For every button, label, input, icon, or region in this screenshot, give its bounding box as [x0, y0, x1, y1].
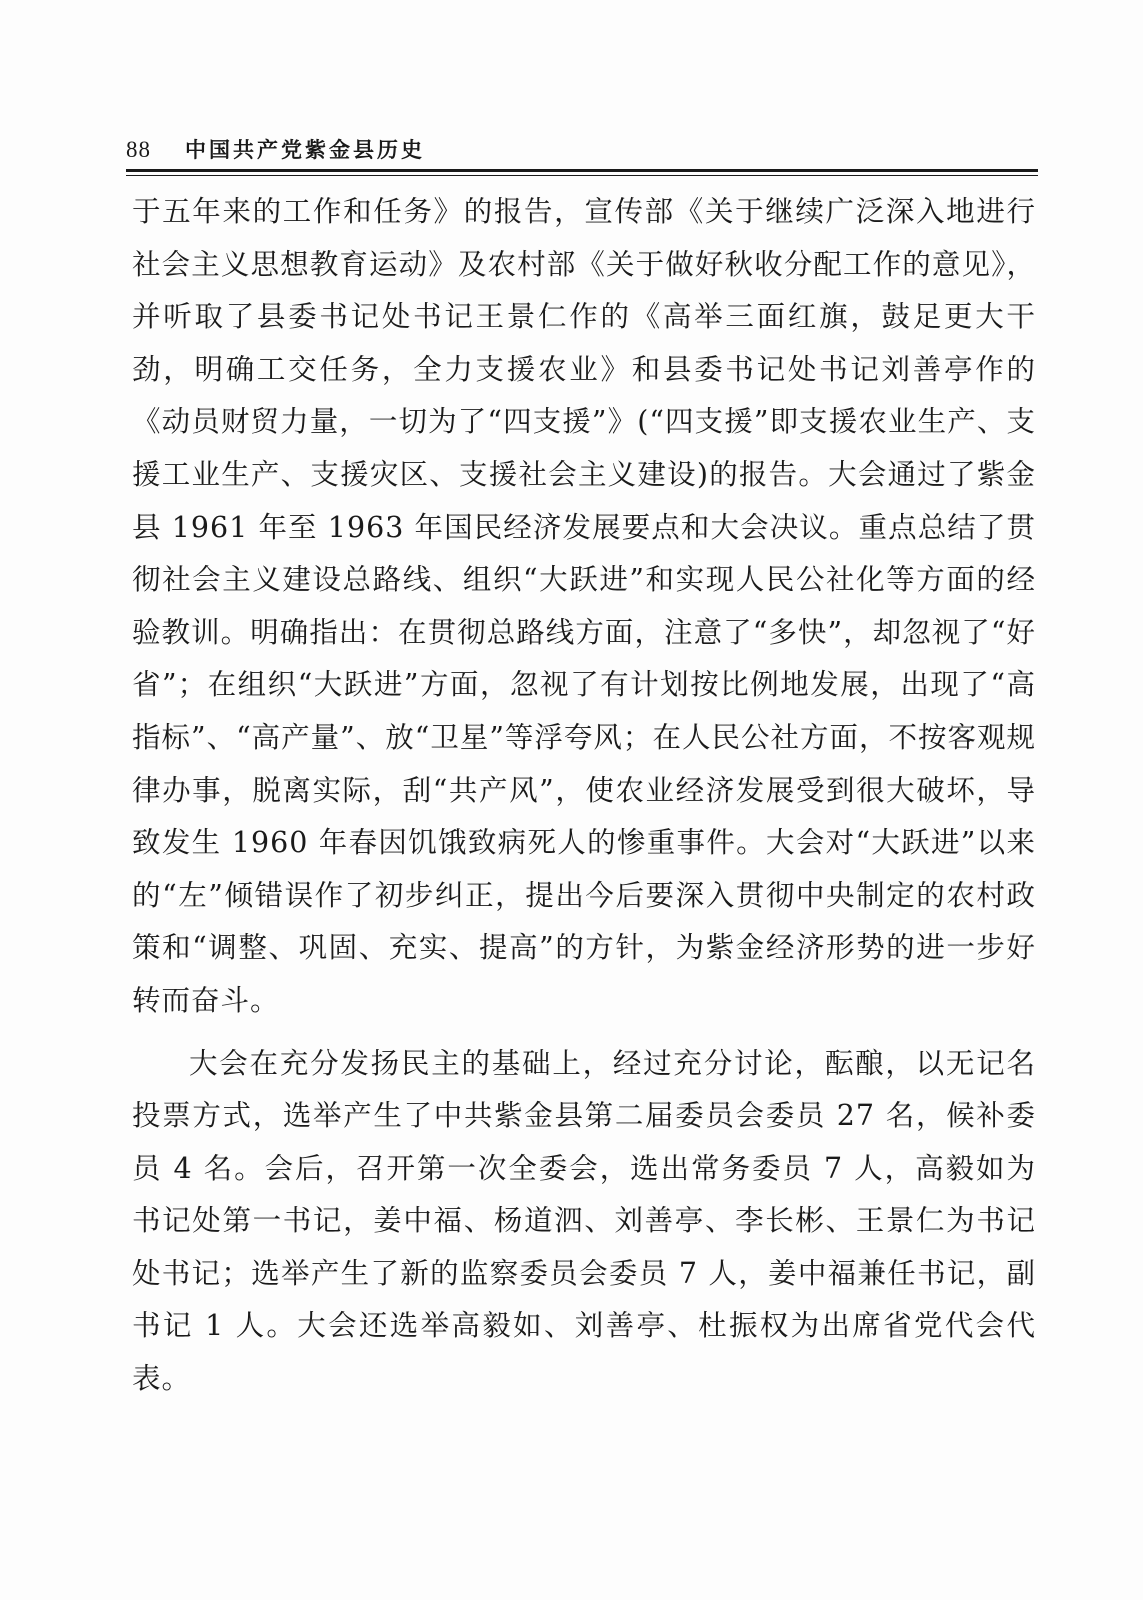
running-head	[126, 134, 425, 166]
book-title: 中国共产党紫金县历史	[185, 138, 425, 162]
paragraph: 大会在充分发扬民主的基础上，经过充分讨论，酝酿，以无记名投票方式，选举产生了中共紫金县第二届委员会委员 27 名，候补委员 4 名。会后，召开第一次全委会，选出常务委员 7 人，高毅如为书记处第一书记，姜中福、杨道泗、刘善亭、李长彬、王景仁为书记处书记；选举产生了新的监察委员会委员 7 人，姜中福兼任书记，副书记 1 人。大会还选举高毅如、刘善亭、杜振权为出席省党代会代表。	[132, 1046, 1036, 1396]
header-rule-thick	[126, 169, 1038, 172]
body-text	[132, 186, 1036, 1406]
paragraph-continued: 于五年来的工作和任务》的报告，宣传部《关于继续广泛深入地进行社会主义思想教育运动》及农村部《关于做好秋收分配工作的意见》，并听取了县委书记处书记王景仁作的《高举三面红旗，鼓足更大干劲，明确工交任务，全力支援农业》和县委书记处书记刘善亭作的《动员财贸力量，一切为了“四支援”》(“四支援”即支援农业生产、支援工业生产、支援灾区、支援社会主义建设)的报告。大会通过了紫金县 1961 年至 1963 年国民经济发展要点和大会决议。重点总结了贯彻社会主义建设总路线、组织“大跃进”和实现人民公社化等方面的经验教训。明确指出：在贯彻总路线方面，注意了“多快”，却忽视了“好省”；在组织“大跃进”方面，忽视了有计划按比例地发展，出现了“高指标”、“高产量”、放“卫星”等浮夸风；在人民公社方面，不按客观规律办事，脱离实际，刮“共产风”，使农业经济发展受到很大破坏，导致发生 1960 年春因饥饿致病死人的惨重事件。大会对“大跃进”以来的“左”倾错误作了初步纠正，提出今后要深入贯彻中央制定的农村政策和“调整、巩固、充实、提高”的方针，为紫金经济形势的进一步好转而奋斗。	[132, 195, 1036, 1017]
header-rule-thin	[126, 175, 1038, 176]
page-number: 88	[126, 137, 151, 162]
